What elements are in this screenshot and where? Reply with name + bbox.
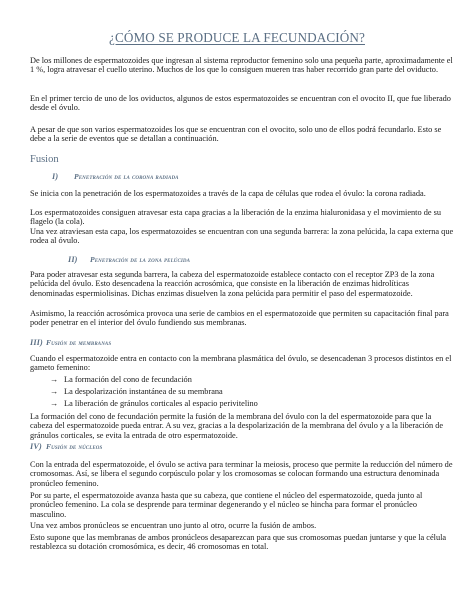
intro-paragraph-3: A pesar de que son varios espermatozoides los que se encuentran con el ovocito, solo uno de ellos podrá fecundarlo. Esto se debe a la serie de eventos que se detallan a continuación. xyxy=(30,125,442,144)
arrow-right-icon: → xyxy=(50,375,59,384)
list-item: → La formación del cono de fecundación xyxy=(50,374,450,386)
subsection-4-paragraph-2: Por su parte, el espermatozoide avanza hasta que su cabeza, que contiene el núcleo del espermatozoide, queda junto al pronúcleo femenino. La cola se desprende para terminar degenerando y el núcleo se hincha para formar el pronúcleo masculino. xyxy=(30,491,423,519)
subsection-number-1: I) xyxy=(52,172,59,181)
section-title: Fusion xyxy=(30,154,59,165)
subsection-number-2: II) xyxy=(68,255,78,264)
subsection-title-4: Fusión de núcleos xyxy=(46,442,103,451)
intro-paragraph-1: De los millones de espermatozoides que ingresan al sistema reproductor femenino solo una pequeña parte, aproximadamente el 1 %, logra atravesar el cuello uterino. Muchos de los que lo consiguen mueren tras haber recorrido gran parte del oviducto. xyxy=(30,56,453,75)
subsection-2-paragraph-2: Asimismo, la reacción acrosómica provoca una serie de cambios en el espermatozoide que permiten su capacitación final para poder penetrar en el interior del óvulo fundiendo sus membranas. xyxy=(30,309,449,328)
process-list xyxy=(50,374,450,411)
intro-paragraph-2: En el primer tercio de uno de los oviductos, algunos de estos espermatozoides se encuentran con el ovocito II, que fue liberado desde el óvulo. xyxy=(30,94,451,113)
subsection-title-3: Fusión de membranas xyxy=(46,338,112,347)
subsection-4-paragraph-4: Esto supone que las membranas de ambos pronúcleos desaparezcan para que sus cromosomas puedan juntarse y que la célula restablezca su dotación cromosómica, es decir, 46 cromosomas en total. xyxy=(30,533,447,552)
subsection-4-paragraph-1: Con la entrada del espermatozoide, el óvulo se activa para terminar la meiosis, proceso que permite la reducción del número de cromosomas. Así, se libera el segundo corpúsculo polar y los cromosomas se colocan formando una estructura denominada pronúcleo femenino. xyxy=(30,460,453,488)
subsection-1-paragraph-2: Los espermatozoides consiguen atravesar esta capa gracias a la liberación de la enzima hialuronidasa y el movimiento de su flagelo (la cola). xyxy=(30,208,441,227)
subsection-heading-3 xyxy=(30,338,111,347)
subsection-number-3: III) xyxy=(30,338,43,347)
subsection-4-paragraph-3: Una vez ambos pronúcleos se encuentran uno junto al otro, ocurre la fusión de ambos. xyxy=(30,521,317,530)
subsection-heading-4 xyxy=(30,442,102,451)
subsection-1-paragraph-3: Una vez atraviesan esta capa, los espermatozoides se encuentran con una segunda barrera: la zona pelúcida, la capa externa que rodea al óvulo. xyxy=(30,227,454,246)
subsection-3-paragraph-2: La formación del cono de fecundación permite la fusión de la membrana del óvulo con la del espermatozoide para que la cabeza del espermatozoide pueda entrar. A su vez, gracias a la despolarización de la membrana del óvulo y a la liberación de gránulos corticales, se evita la entrada de otro espermatozoide. xyxy=(30,412,444,440)
subsection-title-1: Penetración de la corona radiada xyxy=(74,172,179,181)
subsection-heading-2 xyxy=(68,255,190,264)
arrow-right-icon: → xyxy=(50,399,59,409)
subsection-1-paragraph-1: Se inicia con la penetración de los espermatozoides a través de la capa de células que rodea el óvulo: la corona radiada. xyxy=(30,189,426,198)
arrow-right-icon: → xyxy=(50,387,59,397)
subsection-3-paragraph-1: Cuando el espermatozoide entra en contacto con la membrana plasmática del óvulo, se desencadenan 3 procesos distintos en el gameto femenino: xyxy=(30,354,452,373)
list-item: → La liberación de gránulos corticales al espacio perivitelino xyxy=(50,398,450,410)
subsection-heading-1 xyxy=(52,172,179,181)
subsection-number-4: IV) xyxy=(30,442,42,451)
list-item: → La despolarización instantánea de su membrana xyxy=(50,386,450,398)
subsection-2-paragraph-1: Para poder atravesar esta segunda barrera, la cabeza del espermatozoide establece contacto con el receptor ZP3 de la zona pelúcida del óvulo. Esto desencadena la reacción acrosómica, que consiste en la liberación de enzimas hidrolíticas denominadas espermiolisinas. Dichas enzimas disuelven la zona pelúcida para permitir el paso del espermatozoide. xyxy=(30,270,435,298)
subsection-title-2: Penetración de la zona pelúcida xyxy=(90,255,191,264)
page-title: ¿CÓMO SE PRODUCE LA FECUNDACIÓN? xyxy=(109,30,365,45)
